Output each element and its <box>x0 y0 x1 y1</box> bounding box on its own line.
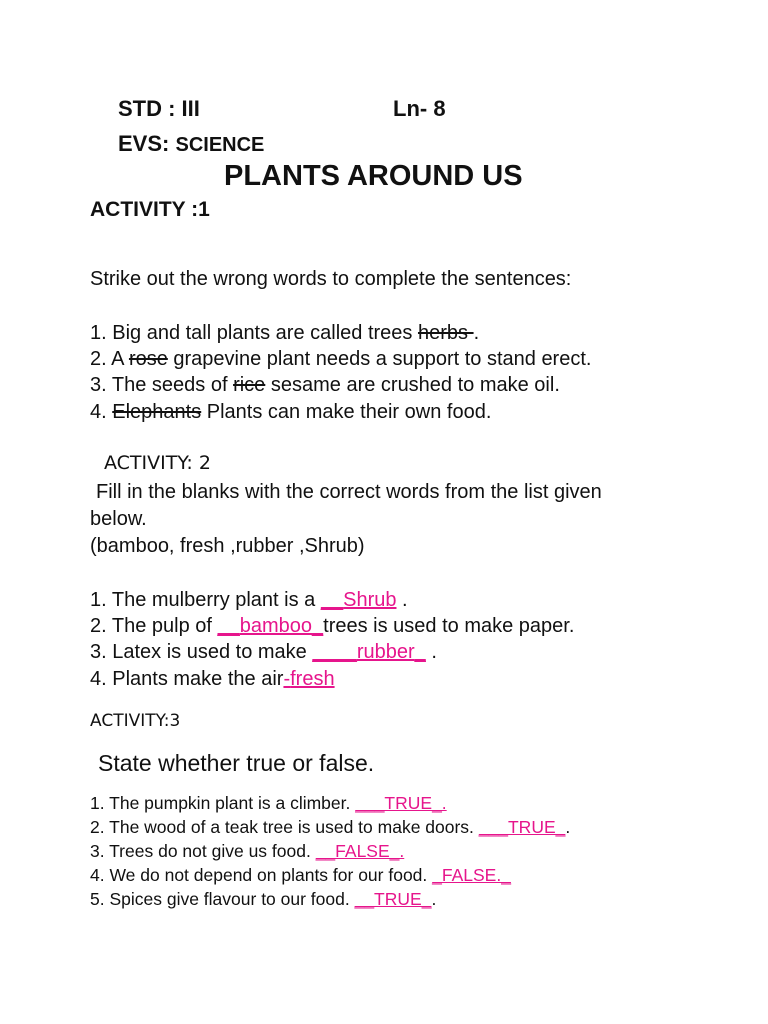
item-text: 4. Plants make the air <box>90 668 284 690</box>
item-text: Plants can make their own food. <box>201 401 492 423</box>
activity3-item <box>90 793 447 814</box>
item-text: . <box>425 641 437 663</box>
struck-word: Elephants <box>112 401 202 423</box>
item-text: 3. Latex is used to make <box>90 641 313 663</box>
item-text: 3. Trees do not give us food. <box>90 841 316 861</box>
activity2-item <box>90 666 335 692</box>
struck-word: herbs <box>417 322 474 344</box>
item-text: 1. The pumpkin plant is a climber. <box>90 793 356 813</box>
answer-word: rubber <box>356 641 415 663</box>
activity3-instruction: State whether true or false. <box>98 750 375 776</box>
activity1-heading: ACTIVITY :1 <box>90 198 210 221</box>
answer-blank <box>283 668 334 690</box>
evs-colon: : <box>162 131 170 156</box>
struck-word: rice <box>233 374 266 396</box>
activity1-item <box>90 320 479 346</box>
activity2-heading: ACTIVITY: 2 <box>104 452 211 474</box>
blank-underscores: __ <box>320 589 344 611</box>
activity1-instruction: Strike out the wrong words to complete the sentences: <box>90 268 572 290</box>
item-text: 5. Spices give flavour to our food. <box>90 889 355 909</box>
std-label: STD : III <box>118 96 200 121</box>
item-text: trees is used to make paper. <box>323 615 575 637</box>
answer-word: fresh <box>290 668 335 690</box>
item-text: 4. <box>90 401 113 423</box>
subject-line <box>118 131 264 157</box>
blank-underscores: ____ <box>312 641 357 663</box>
lesson-label: Ln- 8 <box>393 96 446 121</box>
blank-underscores: _ <box>414 641 426 663</box>
evs-label: EVS <box>118 131 163 156</box>
item-text: grapevine plant needs a support to stand erect. <box>167 348 592 370</box>
activity2-item <box>90 613 574 639</box>
item-text: . <box>565 817 571 837</box>
item-text: 3. The seeds of <box>90 374 234 396</box>
activity3-item <box>90 889 436 910</box>
answer-blank <box>321 589 397 611</box>
activity2-instruction: below. <box>90 508 147 530</box>
answer-blank: __FALSE_. <box>315 841 405 861</box>
item-text: 1. The mulberry plant is a <box>90 589 321 611</box>
answer-blank <box>218 615 324 637</box>
activity2-item <box>90 639 437 665</box>
answer-blank: _FALSE._ <box>432 865 511 885</box>
blank-underscores: _ <box>312 615 324 637</box>
blank-underscores: - <box>283 668 291 690</box>
item-text: . <box>396 589 408 611</box>
activity3-item <box>90 841 404 862</box>
activity1-item <box>90 372 560 398</box>
answer-word: Shrub <box>343 589 397 611</box>
activity3-item <box>90 817 570 838</box>
answer-blank: __TRUE_ <box>354 889 432 909</box>
item-text: . <box>431 889 437 909</box>
item-text: 2. The pulp of <box>90 615 218 637</box>
item-text: 2. A <box>90 348 129 370</box>
blank-underscores: __ <box>217 615 240 637</box>
activity3-heading: ACTIVITY:3 <box>90 711 181 731</box>
activity2-instruction: Fill in the blanks with the correct words from the list given <box>96 481 602 503</box>
item-text: . <box>473 322 480 344</box>
answer-blank: ___TRUE_. <box>355 793 447 813</box>
item-text: 2. The wood of a teak tree is used to make doors. <box>90 817 479 837</box>
subject-name: SCIENCE <box>175 134 265 156</box>
answer-blank <box>312 641 425 663</box>
answer-blank: ___TRUE_ <box>478 817 566 837</box>
item-text: sesame are crushed to make oil. <box>265 374 560 396</box>
struck-word: rose <box>128 348 168 370</box>
page-title: PLANTS AROUND US <box>224 160 523 192</box>
activity2-item <box>90 587 408 613</box>
answer-word: bamboo <box>239 615 313 637</box>
item-text: 1. Big and tall plants are called trees <box>90 322 418 344</box>
activity1-item <box>90 346 591 372</box>
item-text: 4. We do not depend on plants for our food. <box>90 865 433 885</box>
activity1-item <box>90 399 491 425</box>
word-list: (bamboo, fresh ,rubber ,Shrub) <box>90 535 365 557</box>
activity3-item <box>90 865 511 886</box>
